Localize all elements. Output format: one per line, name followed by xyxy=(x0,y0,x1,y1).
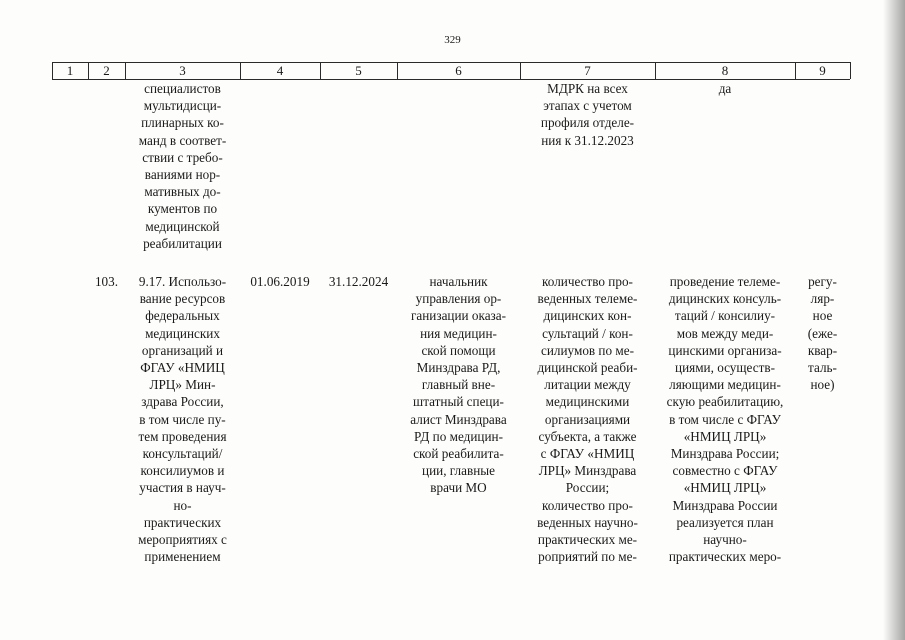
column-header-5: 5 xyxy=(355,63,362,78)
column-header-4: 4 xyxy=(276,63,284,78)
continuation-result-text: да xyxy=(718,81,732,96)
end-date: 31.12.2024 xyxy=(328,274,389,289)
column-header-7: 7 xyxy=(584,63,591,78)
scan-edge-shadow xyxy=(883,0,905,640)
periodicity: регу- ляр- ное (еже- квар- таль- ное) xyxy=(807,274,838,393)
column-header-9: 9 xyxy=(819,63,826,78)
indicator-description: количество про- веденных телеме- дицинских кон- сультаций / кон- силиумов по ме- дицинской реаби- литации между медицинскими организациями субъекта, а также с ФГАУ «НМИЦ ЛРЦ» Минздрава России; количество про- веденных научно- практических ме- роприятий по ме- xyxy=(537,274,638,565)
row-number: 103. xyxy=(94,274,119,289)
continuation-activity-text: специалистов мультидисци- плинарных ко- манд в соответ- ствии с требо- ваниями нор- мативных до- кументов по медицинской реабилитации xyxy=(138,81,227,251)
column-header-3: 3 xyxy=(179,63,186,78)
column-header-6: 6 xyxy=(455,63,462,78)
expected-result: проведение телеме- дицинских консуль- таций / консилиу- мов между меди- цинскими организа- циями, осуществ- ляющими медицин- скую реабилитацию, в том числе с ФГАУ «НМИЦ ЛРЦ» Минздрава России; совместно с ФГАУ «НМИЦ ЛРЦ» Минздрава России реализуется план научно- практических меро- xyxy=(666,274,784,565)
start-date: 01.06.2019 xyxy=(250,274,310,289)
column-divider xyxy=(850,62,851,79)
column-header-1: 1 xyxy=(66,63,74,78)
continuation-indicator-text: МДРК на всех этапах с учетом профиля отделе- ния к 31.12.2023 xyxy=(540,81,635,148)
column-header-8: 8 xyxy=(721,63,729,78)
column-header-2: 2 xyxy=(103,63,110,78)
activity-description: 9.17. Использо- вание ресурсов федеральных медицинских организаций и ФГАУ «НМИЦ ЛРЦ» Мин- здрава России, в том числе пу- тем проведения консультаций/ консилиумов и участия в науч- но- практических мероприятиях с применением xyxy=(138,274,227,565)
responsible-persons: начальник управления ор- ганизации оказа- ния медицин- ской помощи Минздрава РД, главный вне- штатный специ- алист Минздрава РД по медицин- ской реабилита- ции, главные врачи МО xyxy=(410,274,507,496)
page-number: 329 xyxy=(444,34,461,46)
